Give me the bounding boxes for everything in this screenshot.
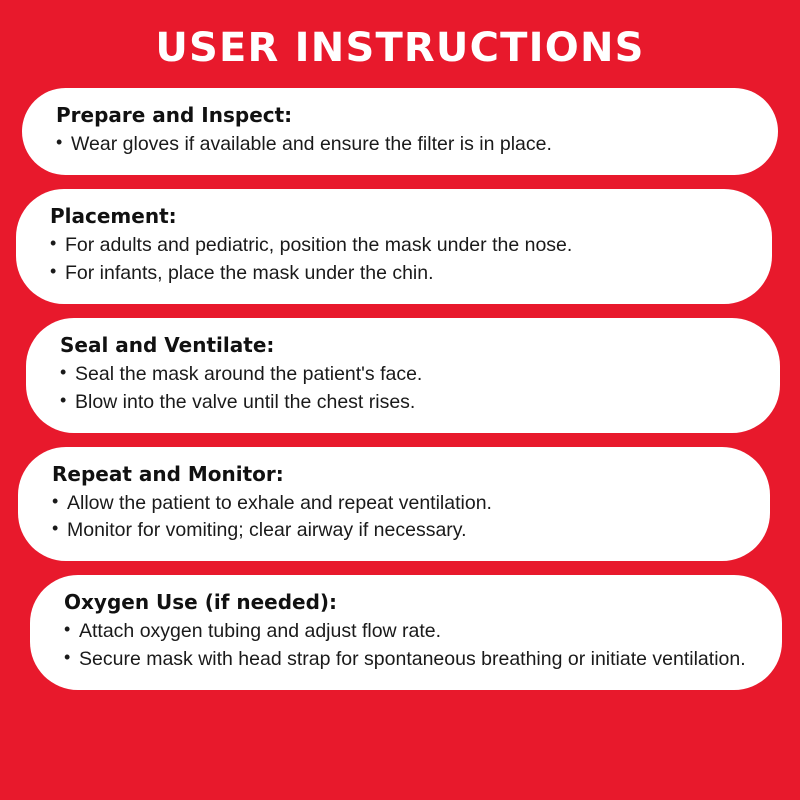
- card-bullets: [50, 232, 738, 287]
- card-heading: Placement:: [50, 203, 177, 228]
- instruction-card: [18, 447, 770, 562]
- list-item: • For adults and pediatric, position the mask under the nose.: [50, 232, 738, 259]
- instruction-card: [26, 318, 780, 433]
- card-bullets: [60, 361, 746, 416]
- list-item: • Attach oxygen tubing and adjust flow rate.: [64, 618, 748, 645]
- card-heading: Oxygen Use (if needed):: [64, 590, 338, 615]
- instruction-card: [22, 88, 778, 175]
- list-item: • Wear gloves if available and ensure the filter is in place.: [56, 131, 744, 158]
- instruction-cards: [0, 88, 800, 690]
- list-item: • Seal the mask around the patient's face.: [60, 361, 746, 388]
- card-heading: Prepare and Inspect:: [56, 103, 293, 127]
- card-heading: Repeat and Monitor:: [52, 461, 284, 486]
- card-bullets: [52, 490, 736, 545]
- card-bullets: [64, 618, 748, 673]
- page-title: USER INSTRUCTIONS: [155, 25, 645, 71]
- list-item: • Secure mask with head strap for spontaneous breathing or initiate ventilation.: [64, 646, 748, 673]
- list-item: • For infants, place the mask under the chin.: [50, 260, 738, 287]
- card-bullets: [56, 131, 744, 158]
- list-item: • Blow into the valve until the chest rises.: [60, 389, 746, 416]
- instruction-card: [30, 575, 782, 690]
- card-heading: Seal and Ventilate:: [60, 332, 275, 357]
- instruction-card: [16, 189, 772, 304]
- list-item: • Allow the patient to exhale and repeat ventilation.: [52, 490, 736, 517]
- list-item: • Monitor for vomiting; clear airway if necessary.: [52, 517, 736, 544]
